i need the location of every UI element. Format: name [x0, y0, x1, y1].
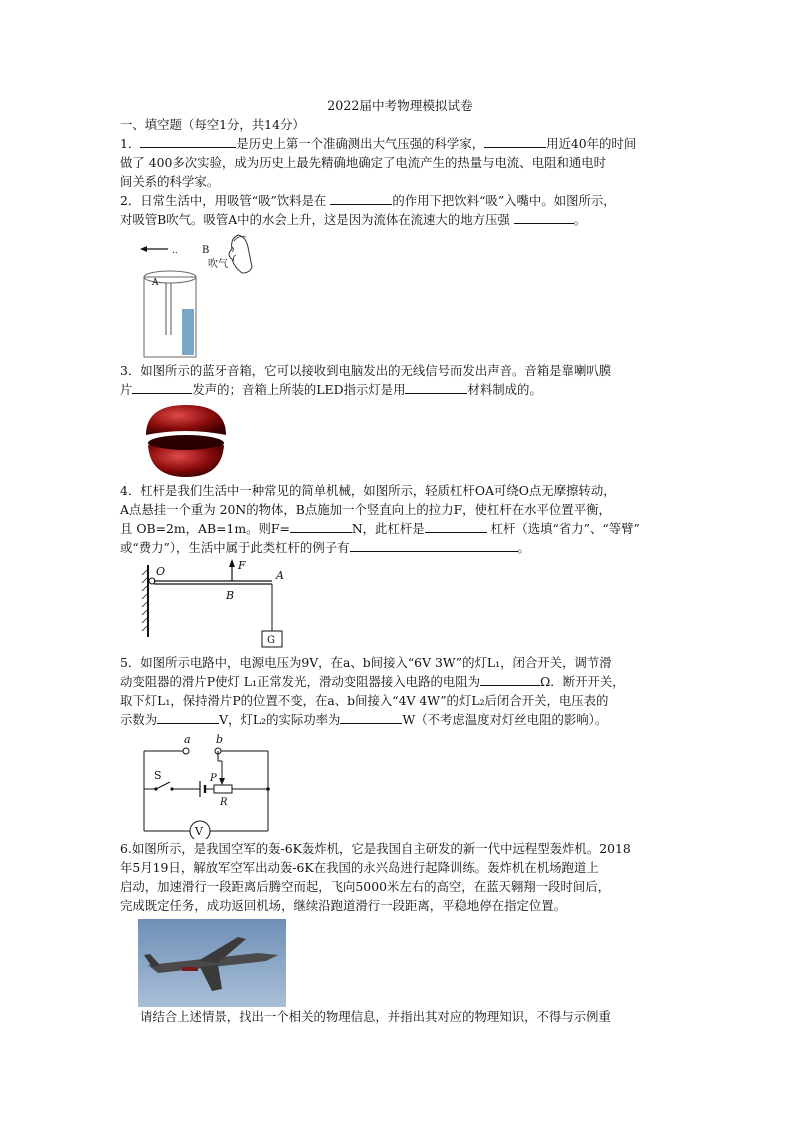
answer-blank[interactable]: [405, 380, 467, 394]
speaker-figure: [120, 399, 680, 481]
circuit-diagram: [140, 733, 290, 839]
q6-line3: 启动，加速滑行一段距离后腾空而起，飞向5000米左右的高空，在蓝天翱翔一段时间后，: [120, 879, 610, 894]
answer-blank[interactable]: [290, 519, 352, 533]
q3-line1: 3．如图所示的蓝牙音箱，它可以接收到电脑发出的无线信号而发出声音。音箱是靠喇叭膜: [120, 363, 612, 378]
label-o: O: [156, 565, 166, 578]
exam-title: 2022届中考物理模拟试卷: [327, 98, 473, 113]
q6-line1: 6.如图所示，是我国空军的轰-6K轰炸机，它是我国自主研发的新一代中远程型轰炸机。2018: [120, 841, 631, 856]
q5-line1: 5．如图所示电路中，电源电压为9V，在a、b间接入“6V 3W”的灯L₁，闭合开关，调节滑: [120, 655, 612, 670]
answer-blank[interactable]: [330, 191, 392, 205]
q4-line1: 4．杠杆是我们生活中一种常见的简单机械，如图所示，轻质杠杆OA可绕O点无摩擦转动，: [120, 483, 616, 498]
answer-blank[interactable]: [132, 380, 192, 394]
label-r: R: [220, 797, 228, 808]
answer-blank[interactable]: [514, 210, 574, 224]
circuit-figure: [120, 729, 680, 839]
bomber-figure: [120, 915, 680, 1007]
label-a: a: [184, 733, 191, 746]
q2-line2: 对吸管B吹气。吸管A中的水会上升，这是因为流体在流速大的地方压强 。: [120, 212, 587, 227]
label-s: S: [154, 769, 162, 782]
lever-figure: [120, 557, 680, 653]
label-b: B: [226, 589, 235, 602]
label-b: B: [202, 245, 210, 256]
answer-blank[interactable]: [140, 134, 236, 148]
q2-line1: 2．日常生活中，用吸管“吸”饮料是在 的作用下把饮料“吸”入嘴中。如图所示，: [120, 193, 616, 208]
label-a: A: [152, 278, 159, 288]
label-b: b: [216, 733, 224, 746]
bomber-photo: [138, 919, 286, 1007]
exam-page: [120, 96, 680, 1026]
answer-blank[interactable]: [425, 519, 487, 533]
q4-line3: 且 OB=2m，AB=1m。则F= N，此杠杆是 杠杆（选填“省力”、“等臂”: [120, 521, 640, 536]
svg-text:..: ..: [172, 246, 178, 256]
answer-blank[interactable]: [157, 710, 219, 724]
label-f: F: [238, 559, 246, 572]
answer-blank[interactable]: [340, 710, 402, 724]
q6-line2: 年5月19日，解放军空军出动轰-6K在我国的永兴岛进行起降训练。轰炸机在机场跑道上: [120, 860, 599, 875]
straw-diagram: [138, 231, 298, 363]
label-g: G: [267, 635, 275, 646]
q4-line4: 或“费力”），生活中属于此类杠杆的例子有 。: [120, 540, 530, 555]
label-a: A: [276, 569, 284, 582]
q5-line2: 动变阻器的滑片P使灯 L₁正常发光，滑动变阻器接入电路的电阻为 Ω．断开开关，: [120, 674, 625, 689]
q1-line2: 做了 400多次实验，成为历史上最先精确地确定了电流产生的热量与电流、电阻和通电时: [120, 155, 607, 170]
q6-line4: 完成既定任务，成功返回机场，继续沿跑道滑行一段距离，平稳地停在指定位置。: [120, 898, 567, 913]
answer-blank[interactable]: [480, 672, 540, 686]
q1-line3: 间关系的科学家。: [120, 174, 220, 189]
label-p: P: [210, 773, 217, 784]
answer-blank[interactable]: [484, 134, 546, 148]
q5-line3: 取下灯L₁，保持滑片P的位置不变，在a、b间接入“4V 4W”的灯L₂后闭合开关，电压表的: [120, 693, 609, 708]
straw-figure: [120, 229, 680, 361]
q1-line1: 1． 是历史上第一个准确测出大气压强的科学家， 用近40年的时间: [120, 136, 637, 151]
q4-line2: A点悬挂一个重为 20N的物体，B点施加一个竖直向上的拉力F，使杠杆在水平位置平衡，: [120, 502, 611, 517]
section-heading: 一、填空题（每空1分，共14分）: [120, 117, 305, 132]
label-v: V: [195, 825, 203, 838]
answer-blank[interactable]: [350, 538, 518, 552]
q5-line4: 示数为 V，灯L₂的实际功率为 W（不考虑温度对灯丝电阻的影响）。: [120, 712, 608, 727]
label-blow: 吹气: [208, 259, 228, 270]
lever-diagram: [134, 559, 314, 653]
q3-line2: 片 发声的；音箱上所装的LED指示灯是用 材料制成的。: [120, 382, 542, 397]
speaker-image: [140, 401, 240, 481]
q6-line5: 请结合上述情景，找出一个相关的物理信息，并指出其对应的物理知识，不得与示例重: [140, 1009, 611, 1024]
